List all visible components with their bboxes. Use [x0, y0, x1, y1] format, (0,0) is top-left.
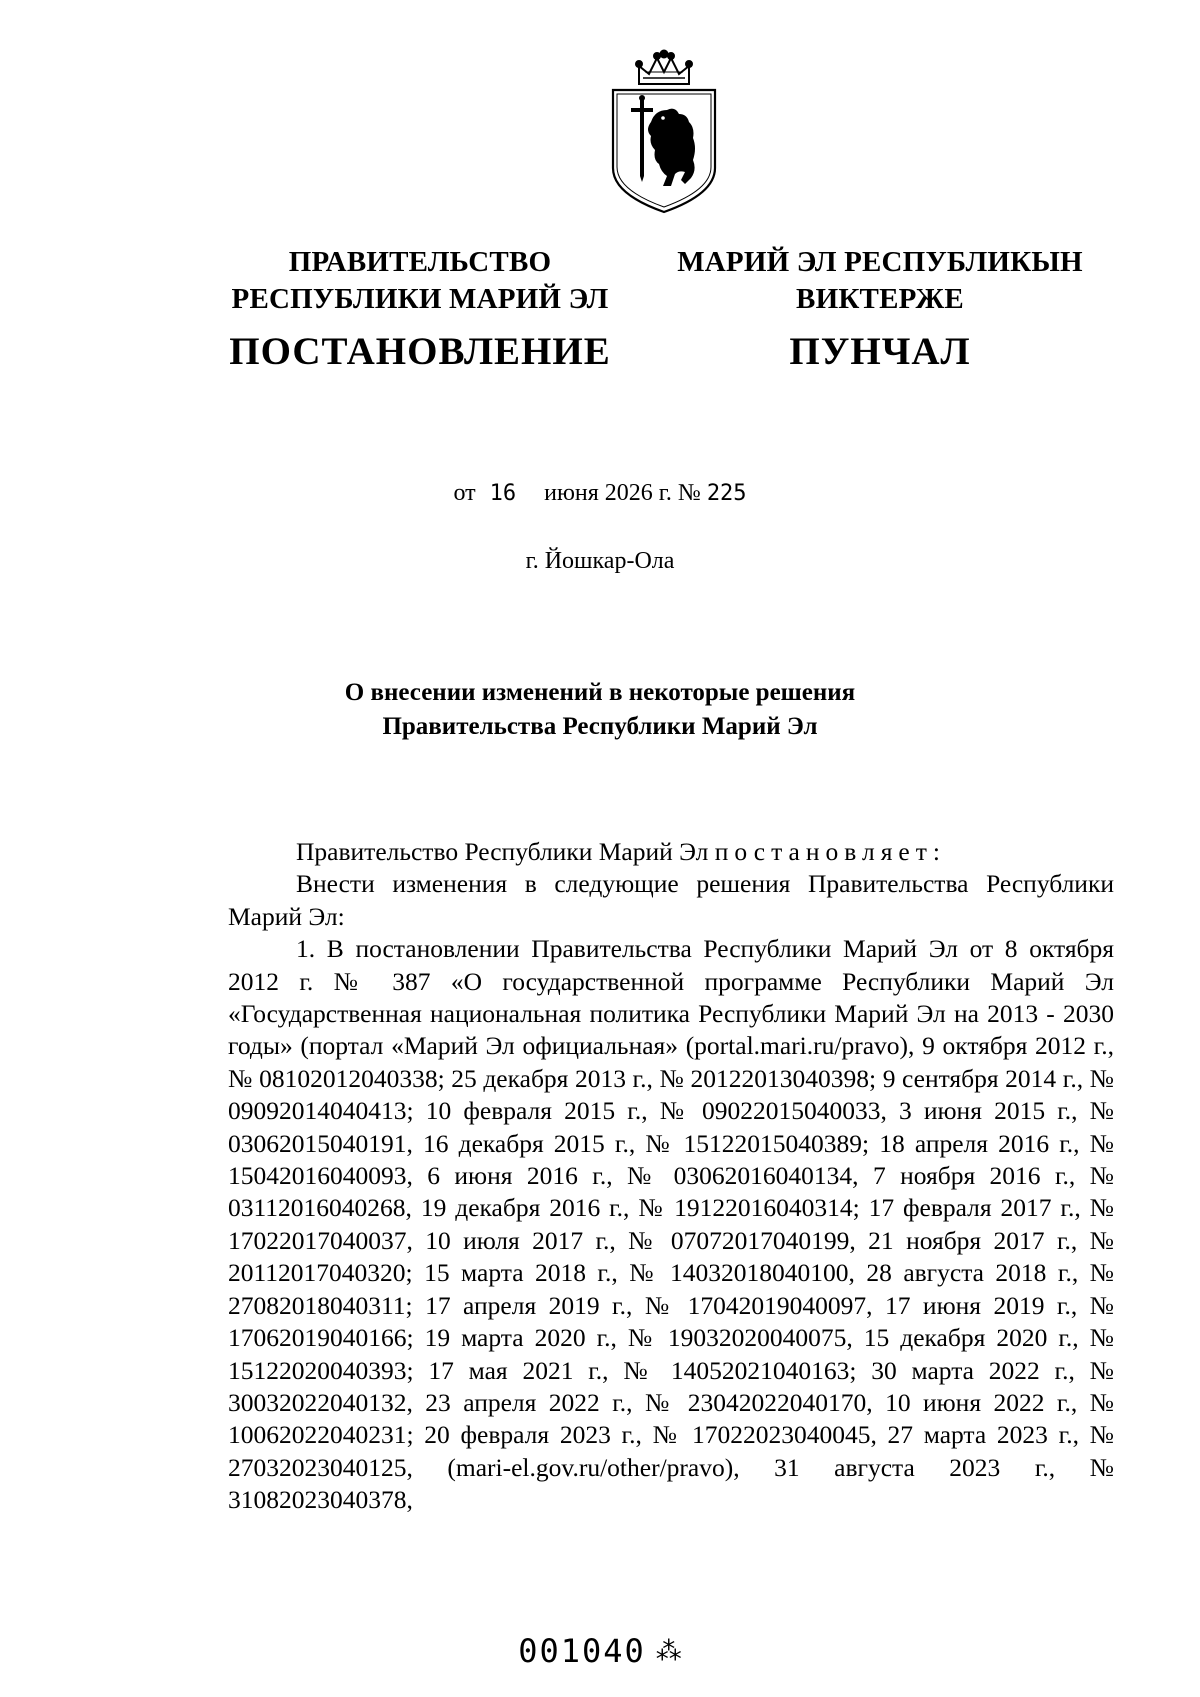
city-of-issue: г. Йошкар-Ола	[525, 548, 675, 574]
serial-number: 001040	[518, 1632, 646, 1670]
date-day: 16	[489, 481, 517, 506]
header-russian	[170, 244, 670, 374]
preamble-verb: постановляет:	[714, 837, 946, 866]
preamble	[228, 836, 1114, 868]
page-serial-number	[0, 1632, 1200, 1670]
title-line2: Правительства Республики Марий Эл	[382, 713, 818, 740]
government-name-mari-line1: МАРИЙ ЭЛ РЕСПУБЛИКЫН	[677, 246, 1083, 278]
title-line1: О внесении изменений в некоторые решения	[344, 679, 856, 706]
header-mari	[640, 244, 1120, 374]
document-date-number	[0, 480, 1200, 507]
government-name-line2: РЕСПУБЛИКИ МАРИЙ ЭЛ	[231, 283, 609, 315]
asterism-mark: ⁂	[655, 1637, 682, 1667]
document-title	[0, 676, 1200, 744]
government-name-mari-line2: ВИКТЕРЖЕ	[796, 283, 964, 315]
act-type-mari: ПУНЧАЛ	[789, 330, 971, 373]
paragraph-item-1: 1. В постановлении Правительства Республики Марий Эл от 8 октября 2012 г. № 387 «О государственной программе Республики Марий Эл «Государственная национальная политика Республики Марий Эл на 2013 - 2030 годы» (портал «Марий Эл официальная» (portal.mari.ru/pravo), 9 октября 2012 г., № 08102012040338; 25 декабря 2013 г., № 20122013040398; 9 сентября 2014 г., № 09092014040413; 10 февраля 2015 г., № 09022015040033, 3 июня 2015 г., № 03062015040191, 16 декабря 2015 г., № 15122015040389; 18 апреля 2016 г., № 15042016040093, 6 июня 2016 г., № 03062016040134, 7 ноября 2016 г., № 03112016040268, 19 декабря 2016 г., № 19122016040314; 17 февраля 2017 г., № 17022017040037, 10 июля 2017 г., № 07072017040199, 21 ноября 2017 г., № 20112017040320; 15 марта 2018 г., № 14032018040100, 28 августа 2018 г., № 27082018040311; 17 апреля 2019 г., № 17042019040097, 17 июня 2019 г., № 17062019040166; 19 марта 2020 г., № 19032020040075, 15 декабря 2020 г., № 15122020040393; 17 мая 2021 г., № 14052021040163; 30 марта 2022 г., № 30032022040132, 23 апреля 2022 г., № 23042022040170, 10 июня 2022 г., № 10062022040231; 20 февраля 2023 г., № 17022023040045, 27 марта 2023 г., № 27032023040125, (mari-el.gov.ru/other/pravo), 31 августа 2023 г., № 31082023040378,	[228, 934, 1114, 1515]
document-body	[228, 836, 1114, 1517]
date-month-year: июня 2026 г. №	[544, 480, 701, 506]
paragraph-intro: Внести изменения в следующие решения Правительства Республики Марий Эл:	[228, 869, 1114, 931]
act-type-russian: ПОСТАНОВЛЕНИЕ	[229, 330, 611, 373]
preamble-subject: Правительство Республики Марий Эл	[296, 837, 709, 866]
coat-of-arms-icon	[605, 44, 723, 220]
government-name-line1: ПРАВИТЕЛЬСТВО	[288, 246, 552, 278]
date-prefix: от	[453, 480, 476, 506]
document-number: 225	[706, 481, 747, 506]
